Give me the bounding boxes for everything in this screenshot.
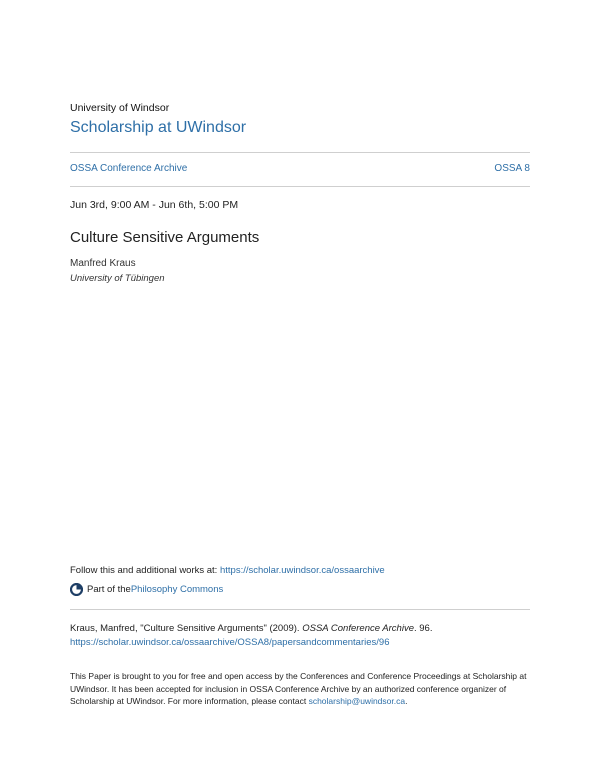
university-name: University of Windsor — [70, 102, 170, 114]
collection-link[interactable]: OSSA Conference Archive — [70, 163, 188, 174]
follow-url-link[interactable]: https://scholar.uwindsor.ca/ossaarchive — [219, 565, 385, 576]
citation-journal: OSSA Conference Archive — [302, 623, 414, 634]
follow-line — [70, 565, 385, 576]
contact-email-link[interactable]: scholarship@uwindsor.ca — [308, 696, 406, 706]
divider — [70, 152, 530, 153]
philosophy-commons-link[interactable]: Philosophy Commons — [130, 584, 224, 595]
document-title: Culture Sensitive Arguments — [70, 229, 260, 246]
part-of-line — [70, 583, 223, 596]
conference-link[interactable]: OSSA 8 — [494, 163, 530, 174]
citation-url-link[interactable]: https://scholar.uwindsor.ca/ossaarchive/OSSA8/papersandcommentaries/96 — [70, 637, 390, 648]
citation-number: . 96. — [413, 623, 433, 634]
citation-text: Kraus, Manfred, "Culture Sensitive Arguments" (2009). — [70, 623, 303, 634]
follow-label: Follow this and additional works at: — [70, 565, 220, 576]
cover-page — [70, 0, 530, 776]
repository-title-link[interactable]: Scholarship at UWindsor — [70, 119, 247, 136]
event-dates: Jun 3rd, 9:00 AM - Jun 6th, 5:00 PM — [70, 199, 239, 211]
part-of-prefix: Part of the — [87, 584, 131, 595]
access-notice-text: This Paper is brought to you for free and open access by the Conferences and Conference Proceedings at Scholarship at UWindsor. It has been accepted for inclusion in OSSA Conference Archive by an authorized conference organizer of Scholarship at UWindsor. For more information, please contact — [70, 671, 527, 706]
author-affiliation: University of Tübingen — [70, 273, 165, 284]
commons-logo-icon — [70, 583, 83, 596]
divider — [70, 186, 530, 187]
author-name: Manfred Kraus — [70, 258, 136, 269]
access-notice — [70, 670, 530, 708]
divider — [70, 609, 530, 610]
citation — [70, 622, 530, 650]
access-notice-end: . — [405, 696, 408, 706]
